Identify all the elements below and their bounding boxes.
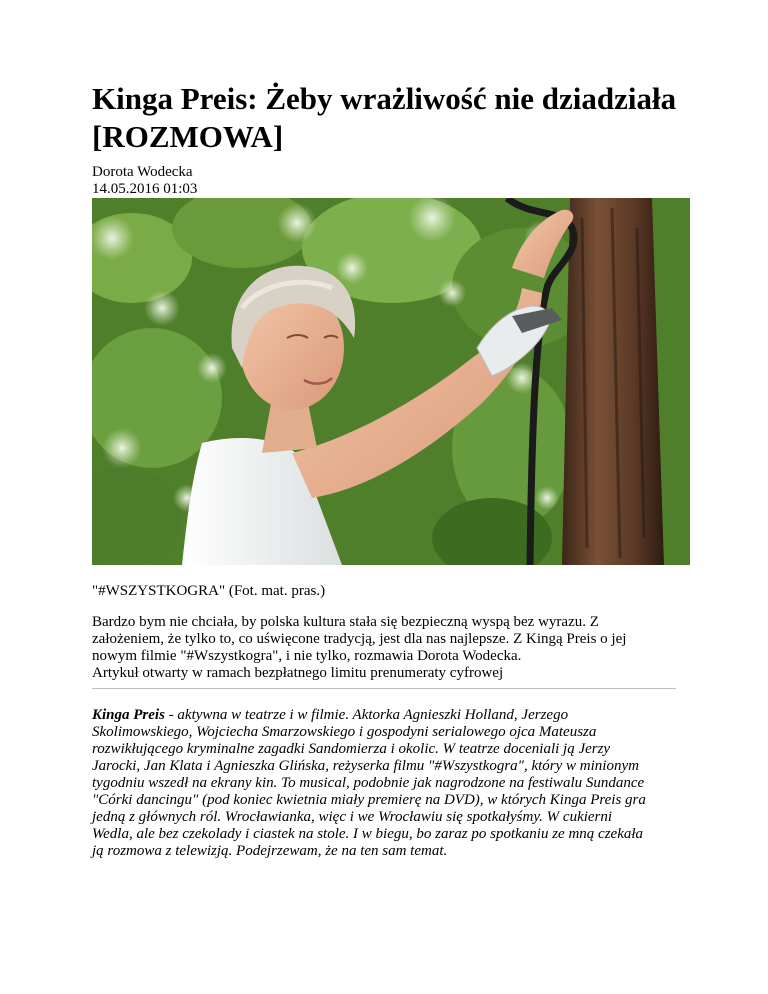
- bio-line: Wedla, ale bez czekolady i ciastek na stole. I w biegu, bo zaraz po spotkaniu ze mną czekała: [92, 826, 644, 842]
- article-photo: [92, 198, 690, 565]
- article-lead: [92, 614, 692, 682]
- bio-line: jedną z głównych ról. Wrocławianka, więc i we Wrocławiu się spotkałyśmy. W cukierni: [92, 809, 613, 825]
- bio-paragraph: [92, 707, 692, 860]
- title-line-1: Kinga Preis: Żeby wrażliwość nie dziadziała: [92, 81, 677, 116]
- lead-line: założeniem, że tylko to, co uświęcone tradycją, jest dla nas najlepsze. Z Kingą Preis o jej: [92, 631, 627, 647]
- photo-caption: "#WSZYSTKOGRA" (Fot. mat. pras.): [92, 583, 326, 599]
- title-line-2: [ROZMOWA]: [92, 119, 284, 154]
- bio-line: ją rozmowa z telewizją. Podejrzewam, że na ten sam temat.: [92, 843, 448, 859]
- bio-line: Jarocki, Jan Klata i Agnieszka Glińska, reżyserka filmu "#Wszystkogra", który w minionym: [92, 758, 639, 774]
- bio-first-line: [92, 707, 692, 724]
- bio-line: tygodniu wszedł na ekrany kin. To musical, podobnie jak nagrodzone na festiwalu Sundance: [92, 775, 645, 791]
- lead-line: Bardzo bym nie chciała, by polska kultura stała się bezpieczną wyspą bez wyrazu. Z: [92, 614, 599, 630]
- lead-line: Artykuł otwarty w ramach bezpłatnego limitu prenumeraty cyfrowej: [92, 665, 504, 681]
- lead-line: nowym filmie "#Wszystkogra", i nie tylko, rozmawia Dorota Wodecka.: [92, 648, 522, 664]
- bio-name: Kinga Preis: [92, 707, 165, 723]
- publish-date: 14.05.2016 01:03: [92, 181, 198, 197]
- section-divider: [92, 688, 676, 689]
- bio-line: "Córki dancingu" (pod koniec kwietnia miały premierę na DVD), w których Kinga Preis gra: [92, 792, 646, 808]
- bio-first-rest: - aktywna w teatrze i w filmie. Aktorka Agnieszki Holland, Jerzego: [164, 707, 569, 723]
- bio-line: rozwikłującego kryminalne zagadki Sandomierza i okolic. W teatrze doceniali ją Jerzy: [92, 741, 611, 757]
- article-title: [92, 80, 712, 156]
- author-name: Dorota Wodecka: [92, 164, 193, 180]
- bio-line: Skolimowskiego, Wojciecha Smarzowskiego i gospodyni serialowego ojca Mateusza: [92, 724, 597, 740]
